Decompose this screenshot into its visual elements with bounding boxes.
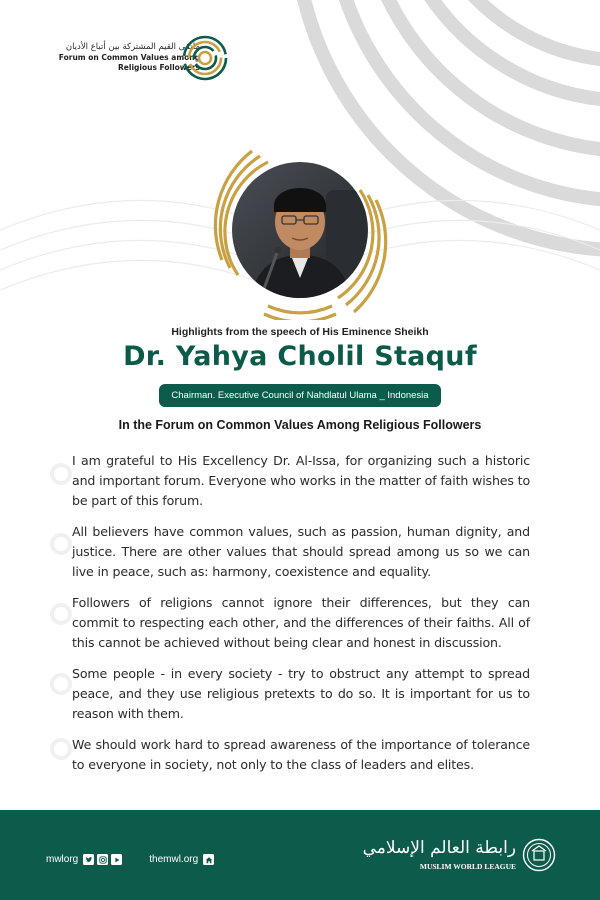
website-link[interactable]: themwl.org xyxy=(149,854,199,865)
quote-icon xyxy=(50,738,72,760)
speaker-role-badge: Chairman. Executive Council of Nahdlatul Ulama _ Indonesia xyxy=(159,384,440,407)
forum-title-english-line2: Religious Followers xyxy=(118,63,200,72)
quote-icon xyxy=(50,603,72,625)
quote-paragraph: We should work hard to spread awareness of the importance of tolerance to everyone in society, not only to the class of leaders and elites. xyxy=(72,737,530,772)
forum-logo-text xyxy=(40,42,200,73)
mwl-name-arabic: رابطة العالم الإسلامي xyxy=(362,838,516,858)
quote-paragraph: All believers have common values, such as passion, human dignity, and justice. There are other values that should spread among us so we can live in peace, such as: harmony, coexistence and equality. xyxy=(72,524,530,579)
quote-paragraph: Followers of religions cannot ignore their differences, but they can commit to respecting each other, and the differences of their faiths. All of this cannot be achieved without being clear and honest in discussion. xyxy=(72,595,530,650)
forum-subtitle: In the Forum on Common Values Among Religious Followers xyxy=(118,418,482,432)
mwl-emblem-icon xyxy=(522,838,556,872)
speaker-portrait xyxy=(208,150,392,320)
instagram-icon[interactable] xyxy=(97,854,108,865)
quote-icon xyxy=(50,463,72,485)
forum-title-english-line1: Forum on Common Values among xyxy=(58,53,200,62)
mwl-logo xyxy=(362,836,556,876)
speaker-name: Dr. Yahya Cholil Staquf xyxy=(123,341,477,372)
mwl-name-english: MUSLIM WORLD LEAGUE xyxy=(419,862,516,871)
speech-highlights xyxy=(72,451,530,786)
quote-paragraph: I am grateful to His Excellency Dr. Al-Issa, for organizing such a historic and important forum. Everyone who works in the matter of faith wishes to be part of this forum. xyxy=(72,453,530,508)
quote-paragraph: Some people - in every society - try to obstruct any attempt to spread peace, and they use religious pretexts to do so. It is important for us to reason with them. xyxy=(72,666,530,721)
social-handle[interactable]: mwlorg xyxy=(46,854,79,865)
quote-icon xyxy=(50,673,72,695)
home-icon[interactable] xyxy=(203,854,214,865)
social-links xyxy=(46,854,217,865)
youtube-icon[interactable] xyxy=(111,854,122,865)
speaker-role-wrapper xyxy=(0,383,600,407)
forum-title-arabic: ملتقى القيم المشتركة بين أتباع الأديان xyxy=(65,42,200,52)
twitter-icon[interactable] xyxy=(83,854,94,865)
quote-icon xyxy=(50,533,72,555)
speech-intro: Highlights from the speech of His Eminence Sheikh xyxy=(171,326,429,338)
forum-logo xyxy=(28,30,238,82)
forum-logo-icon xyxy=(180,33,230,83)
footer-bar xyxy=(0,810,600,900)
